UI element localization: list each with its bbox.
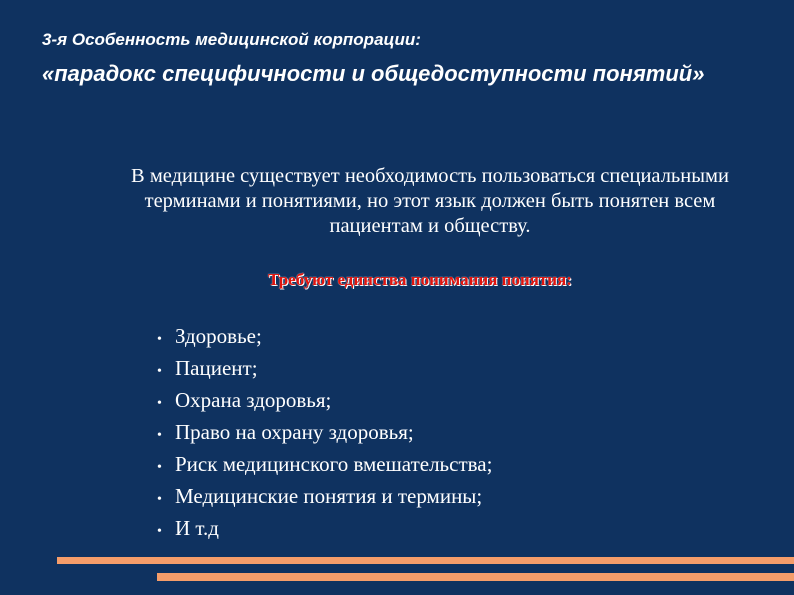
- bullet-icon: •: [157, 396, 162, 411]
- list-item-text: Право на охрану здоровья;: [175, 420, 414, 444]
- slide-subtitle: 3-я Особенность медицинской корпорации:: [42, 30, 421, 49]
- body-paragraph: В медицине существует необходимость пользоваться специальными терминами и понятиями, но этот язык должен быть понятен всем пациентам и обществу.: [131, 165, 729, 237]
- bullet-icon: •: [157, 364, 162, 379]
- list-item-text: Риск медицинского вмешательства;: [175, 452, 493, 476]
- list-item: [157, 450, 492, 482]
- bullet-icon: •: [157, 428, 162, 443]
- list-item: [157, 482, 492, 514]
- accent-bar-bottom: [157, 573, 794, 581]
- bullet-icon: •: [157, 492, 162, 507]
- list-item: [157, 514, 492, 546]
- bullet-icon: •: [157, 332, 162, 347]
- list-item: [157, 386, 492, 418]
- concept-list: [157, 322, 492, 546]
- list-item-text: Медицинские понятия и термины;: [175, 484, 483, 508]
- list-item-text: Охрана здоровья;: [175, 388, 332, 412]
- list-item-text: И т.д: [175, 516, 219, 540]
- list-item-text: Пациент;: [175, 356, 258, 380]
- list-item-text: Здоровье;: [175, 324, 262, 348]
- bullet-icon: •: [157, 524, 162, 539]
- list-item: [157, 322, 492, 354]
- accent-bar-top: [57, 557, 794, 564]
- slide-title: «парадокс специфичности и общедоступности понятий»: [42, 61, 705, 86]
- bullet-icon: •: [157, 460, 162, 475]
- list-item: [157, 418, 492, 450]
- emphasis-text: Требуют единства понимания понятия:: [268, 270, 572, 289]
- list-item: [157, 354, 492, 386]
